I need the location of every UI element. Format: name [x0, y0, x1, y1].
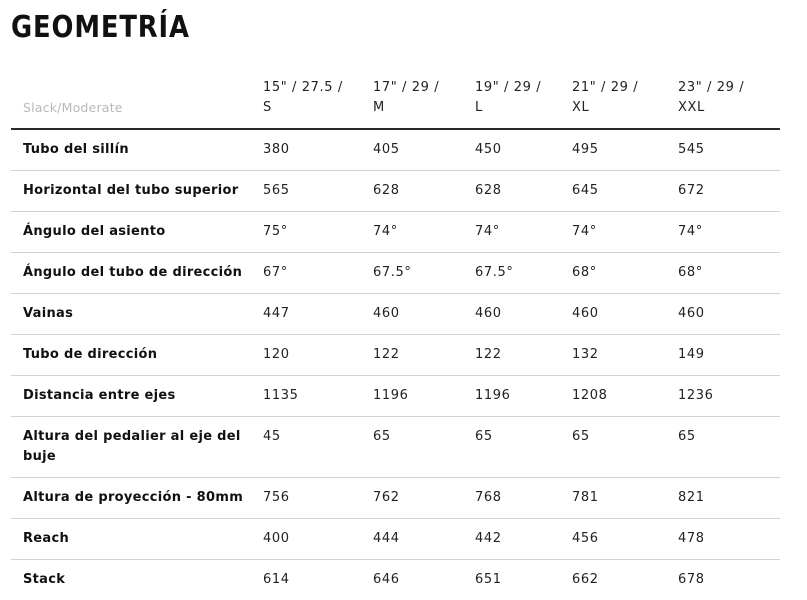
- table-row: [11, 478, 780, 519]
- cell-value: 67.5°: [463, 253, 560, 294]
- cell-value: 400: [251, 519, 361, 560]
- row-label: Ángulo del asiento: [11, 212, 251, 253]
- cell-value: 149: [666, 335, 780, 376]
- cell-value: 565: [251, 171, 361, 212]
- table-row: [11, 212, 780, 253]
- size-header-m: [361, 62, 463, 129]
- cell-value: 1135: [251, 376, 361, 417]
- cell-value: 678: [666, 560, 780, 600]
- size-header-line1: 19" / 29 /: [475, 78, 560, 98]
- cell-value: 768: [463, 478, 560, 519]
- cell-value: 68°: [560, 253, 666, 294]
- size-header-xl: [560, 62, 666, 129]
- cell-value: 756: [251, 478, 361, 519]
- size-header-l: [463, 62, 560, 129]
- cell-value: 646: [361, 560, 463, 600]
- cell-value: 67.5°: [361, 253, 463, 294]
- size-header-line2: XXL: [678, 98, 780, 118]
- size-header-xxl: [666, 62, 780, 129]
- table-row: [11, 253, 780, 294]
- geometry-table: [11, 62, 780, 600]
- cell-value: 444: [361, 519, 463, 560]
- row-label: Horizontal del tubo superior: [11, 171, 251, 212]
- cell-value: 68°: [666, 253, 780, 294]
- cell-value: 645: [560, 171, 666, 212]
- table-row: [11, 519, 780, 560]
- row-label: Distancia entre ejes: [11, 376, 251, 417]
- size-header-line2: XL: [572, 98, 666, 118]
- cell-value: 380: [251, 129, 361, 171]
- size-header-line1: 15" / 27.5 /: [263, 78, 361, 98]
- row-label: Ángulo del tubo de dirección: [11, 253, 251, 294]
- cell-value: 460: [463, 294, 560, 335]
- cell-value: 614: [251, 560, 361, 600]
- table-row: [11, 171, 780, 212]
- cell-value: 781: [560, 478, 666, 519]
- cell-value: 450: [463, 129, 560, 171]
- size-header-line1: 17" / 29 /: [373, 78, 463, 98]
- cell-value: 65: [361, 417, 463, 478]
- table-row: [11, 417, 780, 478]
- cell-value: 74°: [361, 212, 463, 253]
- cell-value: 1196: [463, 376, 560, 417]
- cell-value: 120: [251, 335, 361, 376]
- cell-value: 545: [666, 129, 780, 171]
- cell-value: 45: [251, 417, 361, 478]
- cell-value: 460: [560, 294, 666, 335]
- table-row: [11, 376, 780, 417]
- cell-value: 75°: [251, 212, 361, 253]
- cell-value: 74°: [560, 212, 666, 253]
- cell-value: 1236: [666, 376, 780, 417]
- cell-value: 460: [666, 294, 780, 335]
- row-label: Stack: [11, 560, 251, 600]
- row-label: Vainas: [11, 294, 251, 335]
- size-header-line2: L: [475, 98, 560, 118]
- cell-value: 65: [560, 417, 666, 478]
- size-header-line1: 23" / 29 /: [678, 78, 780, 98]
- cell-value: 65: [666, 417, 780, 478]
- size-header-line2: S: [263, 98, 361, 118]
- cell-value: 447: [251, 294, 361, 335]
- table-row: [11, 294, 780, 335]
- row-label: Altura de proyección - 80mm: [11, 478, 251, 519]
- cell-value: 821: [666, 478, 780, 519]
- cell-value: 74°: [463, 212, 560, 253]
- cell-value: 495: [560, 129, 666, 171]
- table-row: [11, 129, 780, 171]
- cell-value: 456: [560, 519, 666, 560]
- table-corner-label: Slack/Moderate: [11, 62, 251, 129]
- cell-value: 132: [560, 335, 666, 376]
- cell-value: 65: [463, 417, 560, 478]
- cell-value: 628: [463, 171, 560, 212]
- size-header-line2: M: [373, 98, 463, 118]
- table-row: [11, 560, 780, 600]
- row-label: Tubo del sillín: [11, 129, 251, 171]
- cell-value: 460: [361, 294, 463, 335]
- cell-value: 74°: [666, 212, 780, 253]
- cell-value: 442: [463, 519, 560, 560]
- size-header-s: [251, 62, 361, 129]
- page-title: GEOMETRÍA: [11, 8, 190, 48]
- cell-value: 67°: [251, 253, 361, 294]
- cell-value: 662: [560, 560, 666, 600]
- table-header-row: [11, 62, 780, 129]
- row-label: Altura del pedalier al eje del buje: [11, 417, 251, 478]
- cell-value: 122: [463, 335, 560, 376]
- cell-value: 1196: [361, 376, 463, 417]
- cell-value: 122: [361, 335, 463, 376]
- cell-value: 762: [361, 478, 463, 519]
- table-row: [11, 335, 780, 376]
- row-label: Tubo de dirección: [11, 335, 251, 376]
- size-header-line1: 21" / 29 /: [572, 78, 666, 98]
- cell-value: 672: [666, 171, 780, 212]
- cell-value: 651: [463, 560, 560, 600]
- cell-value: 1208: [560, 376, 666, 417]
- cell-value: 405: [361, 129, 463, 171]
- row-label: Reach: [11, 519, 251, 560]
- cell-value: 628: [361, 171, 463, 212]
- cell-value: 478: [666, 519, 780, 560]
